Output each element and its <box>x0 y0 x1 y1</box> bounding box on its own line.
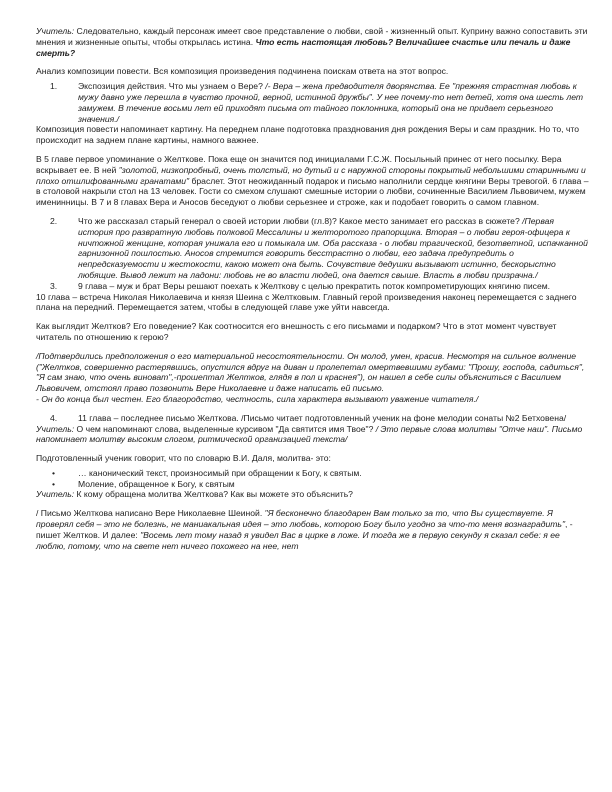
list-item-answer: /- Вера – жена предводителя дворянства. Ее "прежняя страстная любовь к мужу давно уже перешла в чувство прочной, верной, истинной дружбы". У нее почему-то нет детей, хотя она шесть лет замужем. В течение восьми лет ей приходят письма от тайного поклонника, который она не придает серьезного значения./ <box>78 81 584 124</box>
key-question: Что есть настоящая любовь? Величайшее счастье или печаль и даже смерть? <box>36 36 571 58</box>
prayer-answer: / Это первые слова молитвы "Отче наш". Письмо напоминает молитву высоким слогом, ритмической организацией текста/ <box>36 423 583 445</box>
bullet-text: … канонический текст, произносимый при обращении к Богу, к святым. <box>78 467 362 478</box>
answer-conclusion: - Он до конца был честен. Его благородство, честность, сила характера вызывают уважение читателя./ <box>36 393 479 404</box>
answer-block <box>36 351 590 405</box>
list-item-text: Экспозиция действия. Что мы узнаем о Вере? <box>78 81 266 92</box>
teacher-paragraph-3 <box>36 489 590 500</box>
list-item <box>36 413 590 424</box>
list-item-text: 11 глава – последнее письмо Желткова. /Письмо читает подготовленный ученик на фоне мелодии сонаты №2 Бетховена/ <box>78 412 567 423</box>
numbered-list-3 <box>36 413 590 424</box>
chapter-10-paragraph: 10 глава – встреча Николая Николаевича и князя Шеина с Желтковым. Главный герой произведения наконец перемещается с заднего плана на передний. Перемещается затем, чтобы в следующей главе уже уйти навсегда. <box>36 291 577 313</box>
numbered-list-1 <box>36 81 590 124</box>
list-number: 2. <box>50 215 58 226</box>
list-item-answer: /Первая история про развратную любовь полковой Мессалины и желторотого прапорщика. Вторая – о любви героя-офицера к ничтожной женщине, которая унижала его и помыкала им. Оба рассказа - о любви трагической, безответной, испачканной гарнизонной пошлостью. Аносов стремится говорить бесстрастно о любви, его задача предупредить о непредсказуемости и жестокости, какою может она быть. Сочувствие дедушки вызывают истинно, бескорыстно любящие. Вывод лежит на ладони: любовь не во власти людей, она дается свыше. Власть в любви призрачна./ <box>78 215 588 280</box>
numbered-list-2 <box>36 216 590 292</box>
bullet-text: Моление, обращенное к Богу, к святым <box>78 478 235 489</box>
question-paragraph: Как выглядит Желтков? Его поведение? Как соотносится его внешность с его письмами и подарком? Что в этот момент чувствует читатель по отношению к герою? <box>36 321 557 342</box>
answer-text: /Подтвердились предположения о его материальной несостоятельности. Он молод, умен, красив. Несмотря на сильное волнение ("Желтков, совершенно растерявшись, опустился вдруг на диван и пролепетал омертвевшими губами: "Прошу, господа, садиться", "Я сам знаю, что очень виноват",-прошептал Желтков, глядя в пол и краснея"), он нашел в себе силы объясниться с Василием Львовичем, отстоял право позвонить Вере Николаевне и даже написать ей письмо. <box>36 350 585 394</box>
paragraph-text-continued: , - пишет Желтков. И далее: <box>36 519 573 540</box>
chapter-5-paragraph <box>36 154 590 208</box>
bullet-icon: • <box>52 478 56 489</box>
paragraph-text-continued: браслет. Этот неожиданный подарок и письмо наполнили сердце княгини Веры тревогой. 6 глава – в столовой накрыли стол на 13 человек. Гости со смехом слушают смешные истории о любви, сочиненные Василием Львовичем, мужем именинницы. В 7 и 8 главах Вера и Аносов беседуют о любви серьезнее и строже, как и подобает говорить о самом главном. <box>36 175 589 208</box>
bullet-item <box>36 479 590 490</box>
teacher-paragraph-1 <box>36 26 590 58</box>
list-number: 3. <box>50 280 58 291</box>
list-item-text: Что же рассказал старый генерал о своей истории любви (гл.8)? Какое место занимает его рассказ в сюжете? <box>78 215 523 226</box>
bullet-icon: • <box>52 467 56 478</box>
bullet-list <box>36 468 590 490</box>
list-item <box>36 216 590 281</box>
bracelet-quote: "золотой, низкопробный, очень толстый, но дутый и с наружной стороны покрытый небольшими старинными и плохо отшлифованными гранатами" <box>36 164 586 186</box>
list-item <box>36 281 590 292</box>
list-item-text: 9 глава – муж и брат Веры решают поехать к Желткову с целью прекратить поток компрометирующих княгиню писем. <box>78 280 551 291</box>
paragraph-text: Следовательно, каждый персонаж имеет свое представление о любви, свой - жизненный опыт. Куприну важно сопоставить эти мнения и жизненные опыты, чтобы открылась истина. <box>36 26 588 47</box>
composition-analysis-intro: Анализ композиции повести. Вся композиция произведения подчинена поискам ответа на этот вопрос. <box>36 66 449 77</box>
paragraph-text: О чем напоминают слова, выделенные курсивом "Да святится имя Твое"? <box>74 423 376 434</box>
list-number: 1. <box>50 81 58 92</box>
paragraph-text: В 5 главе первое упоминание о Желткове. Пока еще он значится под инициалами Г.С.Ж. Посыльный принес от него посылку. Вера вскрывает ее. В ней <box>36 153 562 175</box>
paragraph-text: / Письмо Желткова написано Вере Николаевне Шеиной. <box>36 508 265 519</box>
teacher-label: Учитель: <box>36 489 75 500</box>
paragraph-text: К кому обращена молитва Желткова? Как вы можете это объяснить? <box>74 489 353 500</box>
teacher-label: Учитель: <box>36 26 75 36</box>
letter-quote-2: "Восемь лет тому назад я увидел Вас в цирке в ложе. И тогда же в первую секунду я сказал себе: я ее люблю, потому, что на свете нет ничего похожего на нее, нет <box>36 529 560 551</box>
list-item <box>36 81 590 124</box>
dictionary-intro: Подготовленный ученик говорит, что по словарю В.И. Даля, молитва- это: <box>36 453 331 464</box>
list-number: 4. <box>50 412 58 423</box>
teacher-label: Учитель: <box>36 423 75 434</box>
bullet-item <box>36 468 590 479</box>
composition-paragraph: Композиция повести напоминает картину. На переднем плане подготовка празднования дня рождения Веры и сам праздник. Но то, что происходит на заднем плане картины, намного важнее. <box>36 124 580 146</box>
letter-quote: "Я бесконечно благодарен Вам только за то, что Вы существуете. Я проверял себя – это не болезнь, не маниакальная идея – это любовь, которою Богу было угодно за что-то меня вознаградить" <box>36 508 565 530</box>
teacher-paragraph-2 <box>36 424 590 446</box>
letter-paragraph <box>36 508 590 551</box>
